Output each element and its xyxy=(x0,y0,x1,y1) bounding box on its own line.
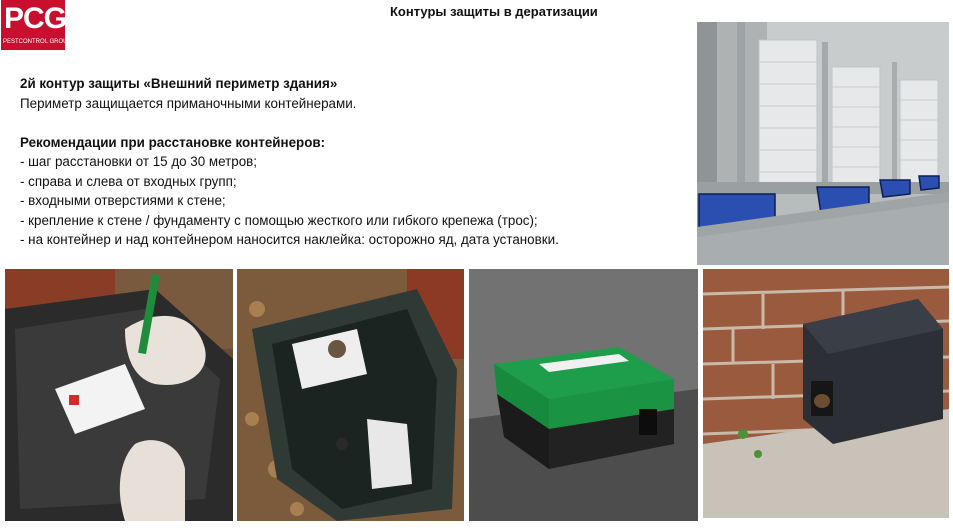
recommendation-item: - на контейнер и над контейнером наносится наклейка: осторожно яд, дата установки. xyxy=(20,232,559,247)
logo-letters: PCG xyxy=(4,2,67,35)
recommendation-item: - крепление к стене / фундаменту с помощью жесткого или гибкого крепежа (трос); xyxy=(20,212,538,228)
green-container-photo xyxy=(469,269,698,521)
pcg-logo xyxy=(1,0,72,50)
recommendations-heading: Рекомендации при расстановке контейнеров: xyxy=(20,134,326,150)
section-heading: 2й контур защиты «Внешний периметр здания» xyxy=(20,76,338,91)
recommendation-item: - справа и слева от входных групп; xyxy=(20,173,237,189)
page-title: Контуры защиты в дератизации xyxy=(390,4,598,19)
container-label-photo xyxy=(5,269,233,521)
recommendation-item: - шаг расстановки от 15 до 30 метров; xyxy=(20,154,257,169)
open-container-photo xyxy=(237,269,464,521)
black-container-photo xyxy=(703,269,949,518)
content-text xyxy=(20,74,690,250)
recommendation-item: - входными отверстиями к стене; xyxy=(20,193,226,208)
loading-dock-photo xyxy=(697,22,949,265)
logo-caption: PESTCONTROL GROUP xyxy=(3,39,72,45)
section-description: Периметр защищается приманочными контейнерами. xyxy=(20,95,357,111)
spacer xyxy=(20,113,690,133)
